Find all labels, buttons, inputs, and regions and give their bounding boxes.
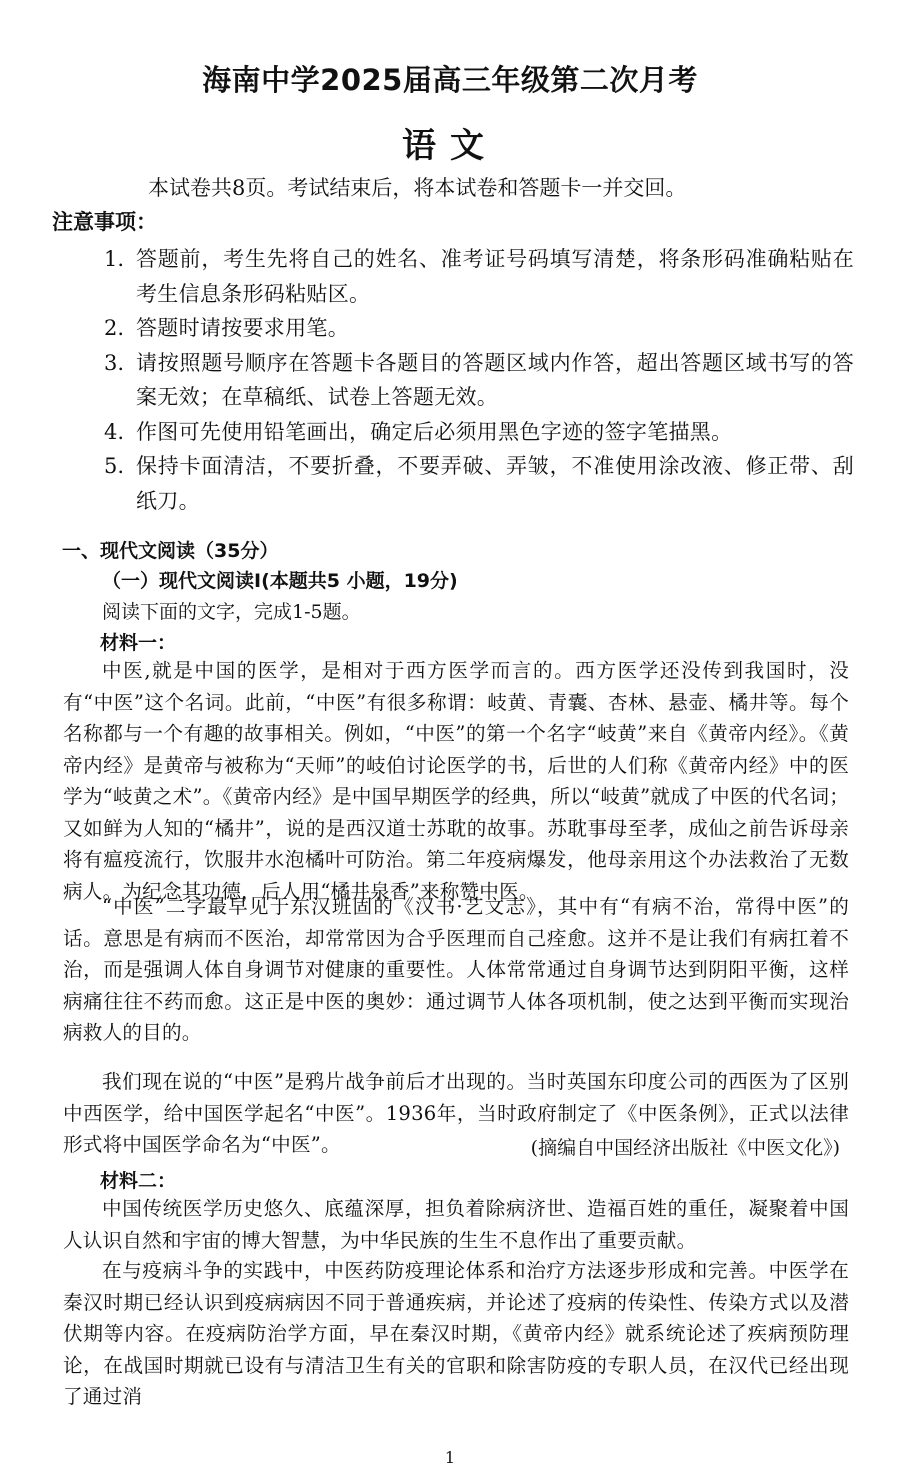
note-item <box>104 449 854 518</box>
paragraph: 我们现在说的“中医”是鸦片战争前后才出现的。当时英国东印度公司的西医为了区别中西医学，给中国医学起名“中医”。1936年，当时政府制定了《中医条例》，正式以法律形式将中国医学命名为“中医”。 <box>63 1070 849 1156</box>
note-number: 5. <box>104 454 125 478</box>
note-item <box>104 311 854 346</box>
note-text: 请按照题号顺序在答题卡各题目的答题区域内作答，超出答题区域书写的答案无效；在草稿纸、试卷上答题无效。 <box>136 350 854 409</box>
note-text: 答题时请按要求用笔。 <box>136 316 349 340</box>
material-label: 材料一： <box>100 632 177 654</box>
notes-heading: 注意事项： <box>52 210 157 234</box>
notes-list <box>104 242 854 518</box>
note-text: 答题前，考生先将自己的姓名、准考证号码填写清楚，将条形码准确粘贴在考生信息条形码粘贴区。 <box>136 247 854 306</box>
note-text: 作图可先使用铅笔画出，确定后必须用黑色字迹的签字笔描黑。 <box>136 419 733 444</box>
material-label: 材料二： <box>100 1170 177 1192</box>
source-citation: (摘编自中国经济出版社《中医文化》) <box>530 1137 840 1159</box>
exam-title: 海南中学2025届高三年级第二次月考 <box>202 63 698 97</box>
note-number: 1. <box>104 247 125 271</box>
note-text: 保持卡面清洁，不要折叠，不要弄破、弄皱，不准使用涂改液、修正带、刮纸刀。 <box>136 454 854 513</box>
paragraph: 在与疫病斗争的实践中，中医药防疫理论体系和治疗方法逐步形成和完善。中医学在秦汉时期已经认识到疫病病因不同于普通疾病，并论述了疫病的传染性、传染方式以及潜伏期等内容。在疫病防治学方面，早在秦汉时期，《黄帝内经》就系统论述了疾病预防理论，在战国时期就已设有与清洁卫生有关的官职和除害防疫的专职人员，在汉代已经出现了通过消 <box>63 1259 849 1408</box>
paragraph: 中医,就是中国的医学，是相对于西方医学而言的。西方医学还没传到我国时，没有“中医”这个名词。此前，“中医”有很多称谓：岐黄、青囊、杏林、悬壶、橘井等。每个名称都与一个有趣的故事相关。例如，“中医”的第一个名字“岐黄”来自《黄帝内经》。《黄帝内经》是黄帝与被称为“天师”的岐伯讨论医学的书，后世的人们称《黄帝内经》中的医学为“岐黄之术”。《黄帝内经》是中国早期医学的经典，所以“岐黄”就成了中医的代名词；又如鲜为人知的“橘井”，说的是西汉道士苏耽的故事。苏耽事母至孝，成仙之前告诉母亲将有瘟疫流行，饮服井水泡橘叶可防治。第二年疫病爆发，他母亲用这个办法救治了无数病人。为纪念其功德，后人用“橘井泉香”来称赞中医。 <box>63 659 849 903</box>
note-number: 4. <box>104 419 125 444</box>
subject-title: 语文 <box>402 126 498 166</box>
subsection-heading: （一）现代文阅读Ⅰ(本题共5 小题，19分) <box>102 570 458 592</box>
note-number: 3. <box>104 350 125 375</box>
note-item <box>104 346 854 415</box>
exam-intro: 本试卷共8页。考试结束后，将本试卷和答题卡一并交回。 <box>148 176 687 200</box>
page-number: 1 <box>444 1448 456 1467</box>
paragraph: 中国传统医学历史悠久、底蕴深厚，担负着除病济世、造福百姓的重任，凝聚着中国人认识自然和宇宙的博大智慧，为中华民族的生生不息作出了重要贡献。 <box>63 1197 849 1252</box>
reading-instruction: 阅读下面的文字，完成1-5题。 <box>102 601 361 623</box>
note-number: 2. <box>104 316 125 340</box>
section-heading: 一、现代文阅读（35分） <box>62 540 279 562</box>
note-item <box>104 242 854 311</box>
note-item <box>104 415 854 450</box>
paragraph: “中医”二字最早见于东汉班固的《汉书·艺文志》，其中有“有病不治，常得中医”的话。意思是有病而不医治，却常常因为合乎医理而自己痊愈。这并不是让我们有病扛着不治，而是强调人体自身调节对健康的重要性。人体常常通过自身调节达到阴阳平衡，这样病痛往往不药而愈。这正是中医的奥妙：通过调节人体各项机制，使之达到平衡而实现治病救人的目的。 <box>63 895 849 1044</box>
